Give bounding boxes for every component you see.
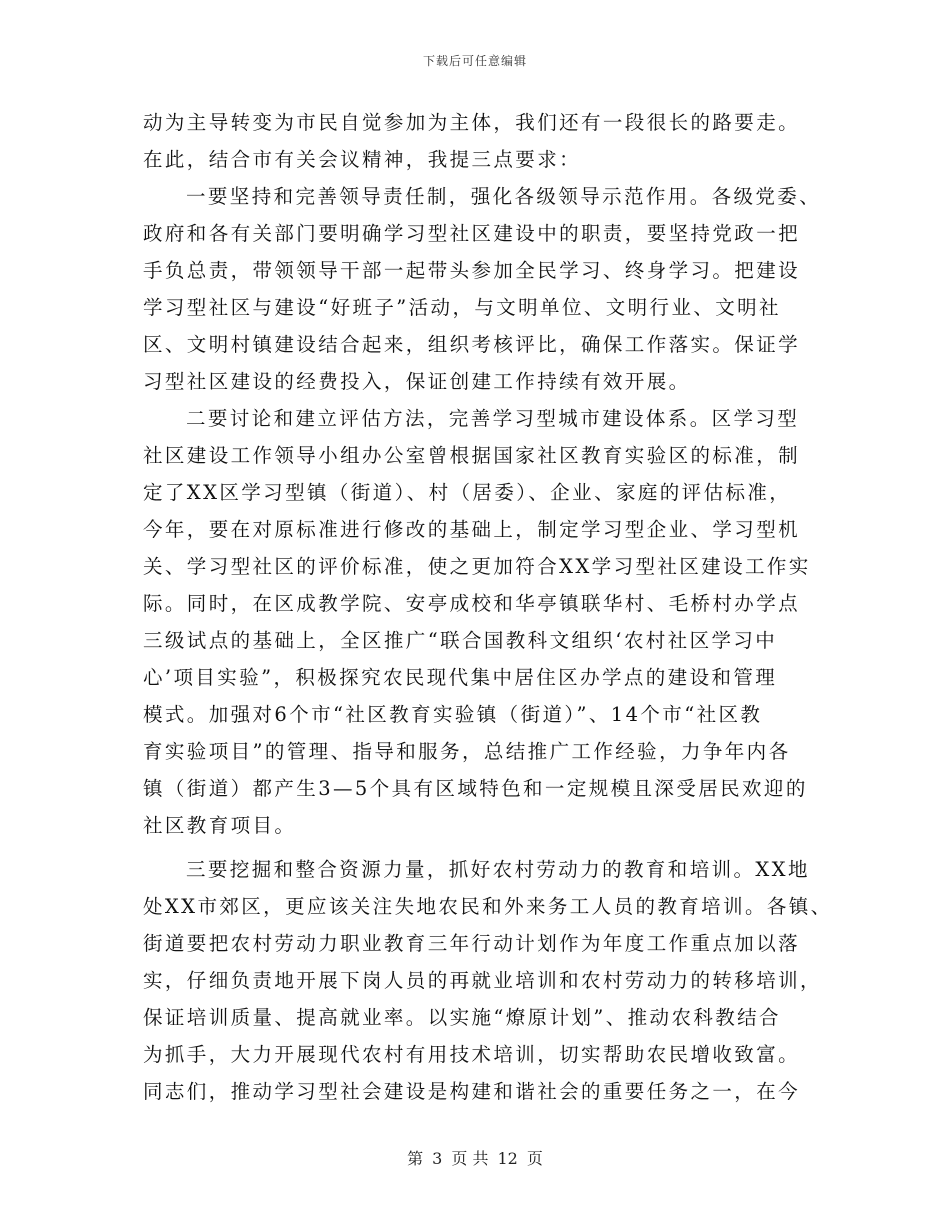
text-line: 政府和各有关部门要明确学习型社区建设中的职责，要坚持党政一把 [143,222,801,245]
text-line: 动为主导转变为市民自觉参加为主体，我们还有一段很长的路要走。 [143,111,801,134]
text-line: 关、学习型社区的评价标准，使之更加符合XX学习型社区建设工作实 [143,555,811,578]
text-line: 育实验项目”的管理、指导和服务，总结推广工作经验，力争年内各 [143,740,791,763]
text-line: 学习型社区与建设“好班子”活动，与文明单位、文明行业、文明社 [143,296,781,319]
text-line: 际。同时，在区成教学院、安亭成校和华亭镇联华村、毛桥村办学点 [143,592,801,615]
text-line: 为抓手，大力开展现代农村有用技术培训，切实帮助农民增收致富。 [143,1043,801,1066]
text-line: 手负总责，带领领导干部一起带头参加全民学习、终身学习。把建设 [143,259,801,282]
page-header: 下载后可任意编辑 [422,54,527,68]
text-line: 今年，要在对原标准进行修改的基础上，制定学习型企业、学习型机 [143,518,801,541]
total-page-count: 12 [497,1149,518,1168]
text-line: 模式。加强对6个市“社区教育实验镇（街道）”、14个市“社区教 [143,703,763,726]
text-line: 保证培训质量、提高就业率。以实施“燎原计划”、推动农科教结合 [143,1006,781,1029]
paragraph-2-first-line: 二要讨论和建立评估方法，完善学习型城市建设体系。区学习型 [186,407,800,430]
text-line: 社区教育项目。 [143,814,297,837]
text-line: 定了XX区学习型镇（街道）、村（居委）、企业、家庭的评估标准， [143,481,792,504]
text-line: 镇（街道）都产生3—5个具有区域特色和一定规模且深受居民欢迎的 [143,777,808,800]
text-line: 实，仔细负责地开展下岗人员的再就业培训和农村劳动力的转移培训， [143,969,822,992]
text-line: 同志们，推动学习型社会建设是构建和谐社会的重要任务之一，在今 [143,1080,801,1103]
text-line: 习型社区建设的经费投入，保证创建工作持续有效开展。 [143,370,691,393]
text-line: 三级试点的基础上，全区推广“联合国教科文组织‘农村社区学习中 [143,629,778,652]
text-line: 处XX市郊区，更应该关注失地农民和外来务工人员的教育培训。各镇、 [143,895,833,918]
page-number-middle: 页 共 [451,1149,489,1168]
text-line: 区、文明村镇建设结合起来，组织考核评比，确保工作落实。保证学 [143,333,801,356]
text-line: 在此，结合市有关会议精神，我提三点要求： [143,148,582,171]
paragraph-1-first-line: 一要坚持和完善领导责任制，强化各级领导示范作用。各级党委、 [186,185,822,208]
text-line: 社区建设工作领导小组办公室曾根据国家社区教育实验区的标准，制 [143,444,801,467]
page-footer [0,1146,950,1169]
text-line: 街道要把农村劳动力职业教育三年行动计划作为年度工作重点加以落 [143,932,801,955]
paragraph-3-first-line: 三要挖掘和整合资源力量，抓好农村劳动力的教育和培训。XX地 [186,858,810,881]
current-page-number: 3 [432,1149,443,1168]
text-line: 心’项目实验”，积极探究农民现代集中居住区办学点的建设和管理 [143,666,778,689]
page-number-prefix: 第 [407,1149,424,1168]
page-number-suffix: 页 [526,1149,543,1168]
